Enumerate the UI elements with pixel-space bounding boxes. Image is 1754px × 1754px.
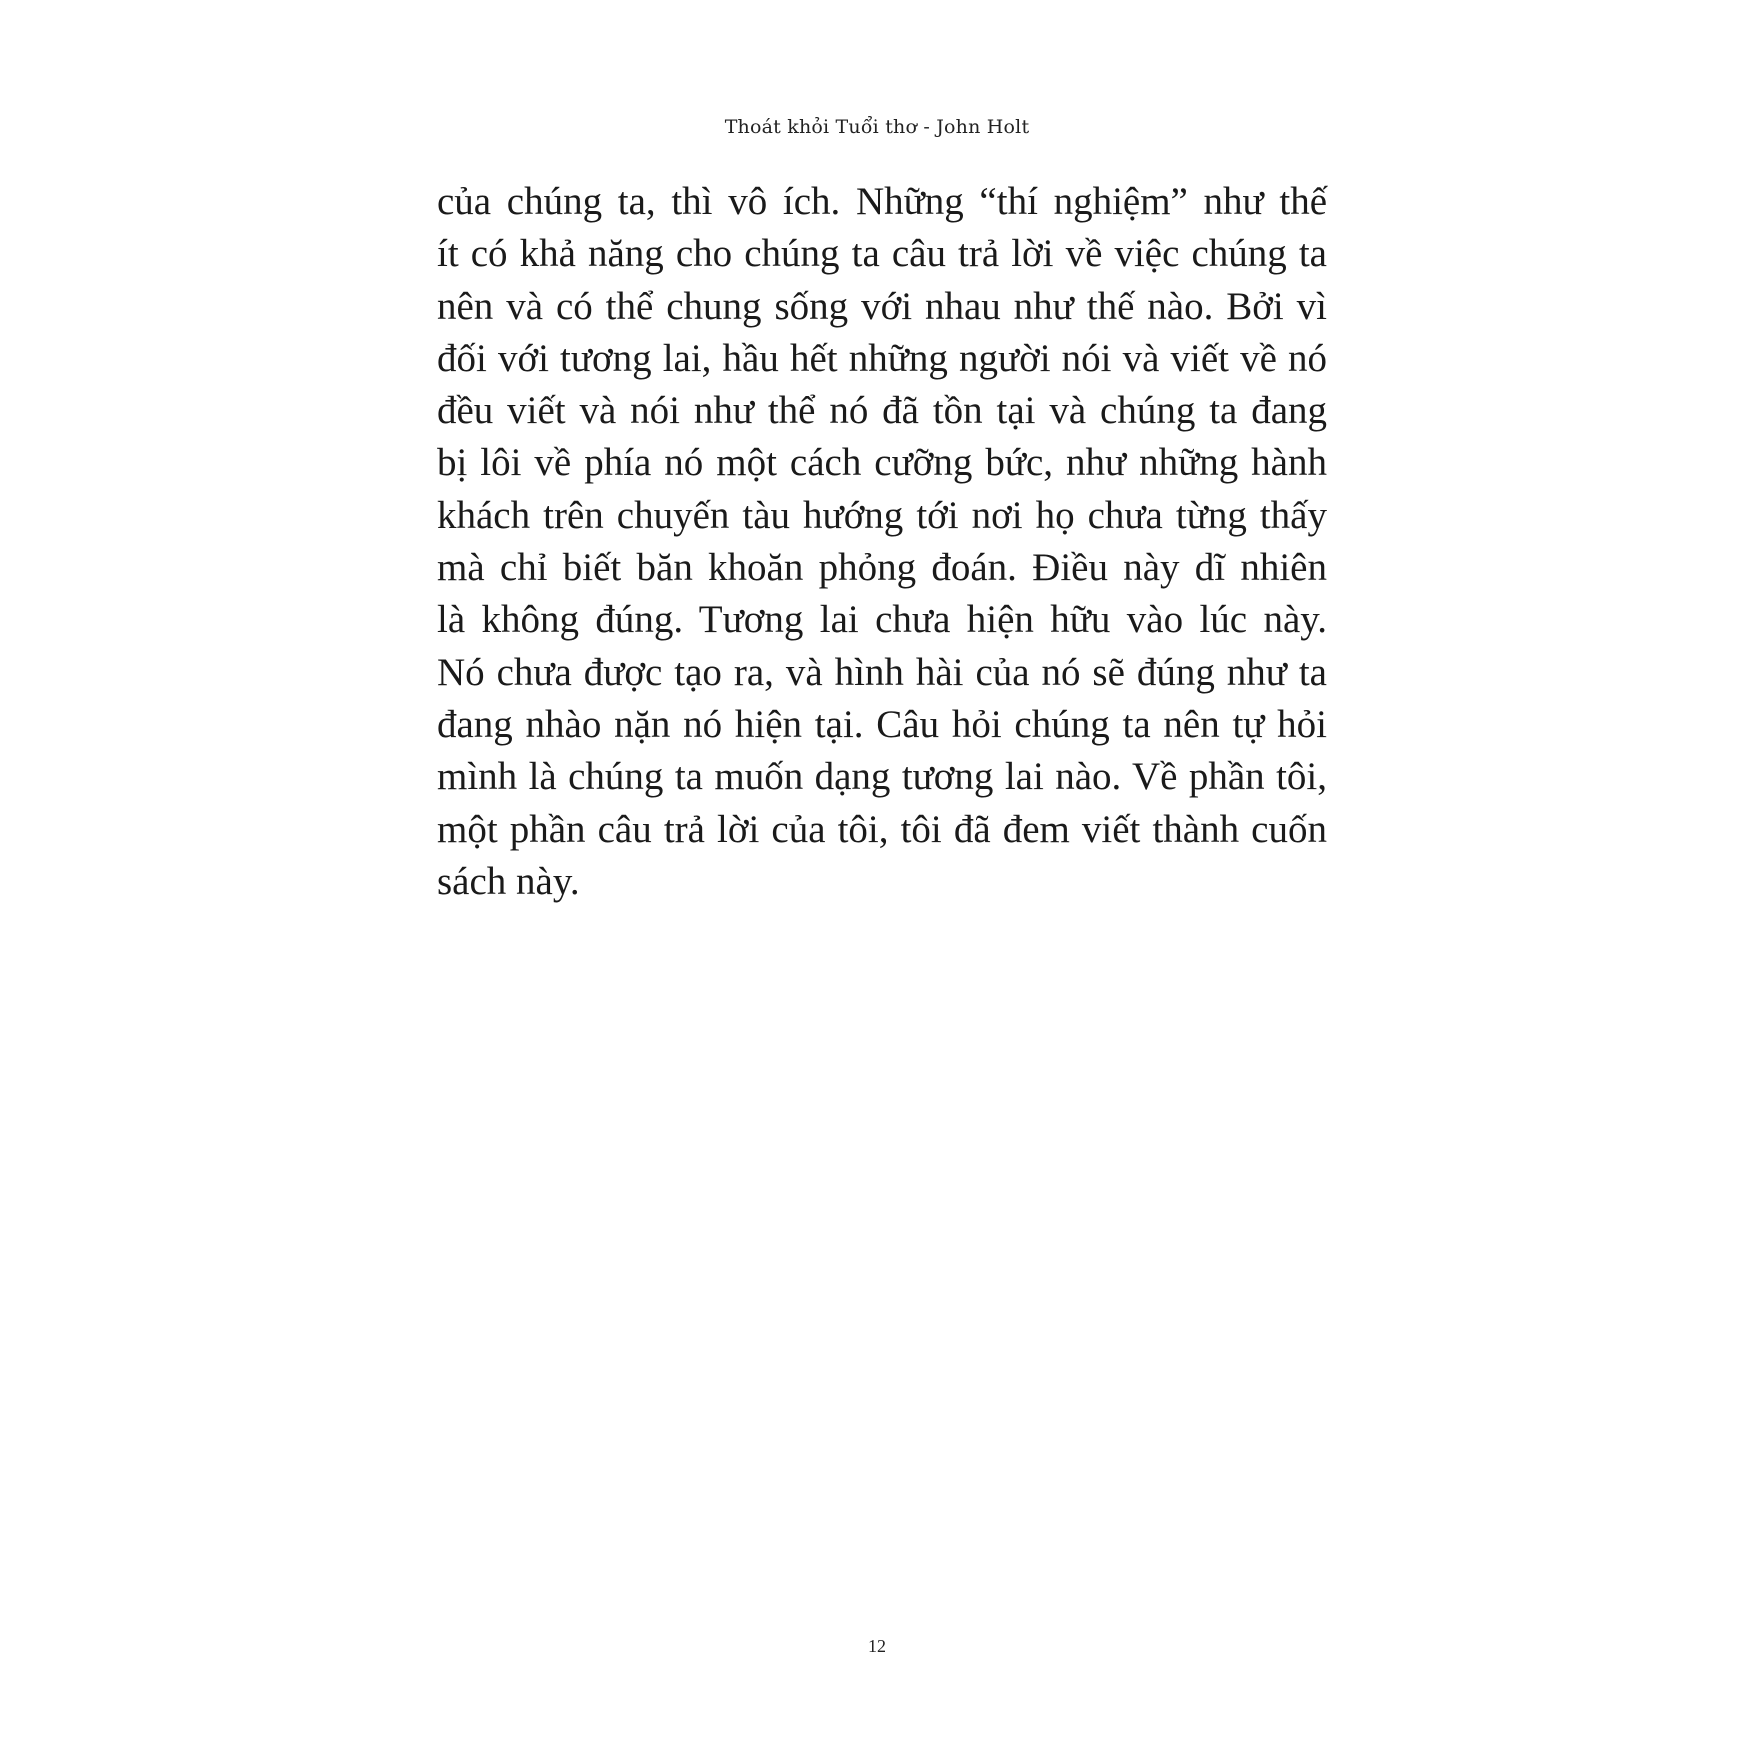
text-line: đều viết và nói như thể nó đã tồn tại và chúng ta đang — [437, 389, 1327, 433]
text-line: nên và có thể chung sống với nhau như thế nào. Bởi vì — [437, 284, 1327, 328]
text-line: một phần câu trả lời của tôi, tôi đã đem viết thành cuốn — [437, 807, 1327, 851]
page-number: 12 — [868, 1636, 886, 1656]
running-header: Thoát khỏi Tuổi thơ - John Holt — [724, 116, 1030, 138]
text-line: mình là chúng ta muốn dạng tương lai nào. Về phần tôi, — [437, 755, 1327, 799]
text-line: khách trên chuyến tàu hướng tới nơi họ chưa từng thấy — [437, 493, 1327, 537]
text-line: của chúng ta, thì vô ích. Những “thí nghiệm” như thế — [437, 180, 1327, 223]
text-line: đối với tương lai, hầu hết những người nói và viết về nó — [437, 336, 1327, 380]
text-line: mà chỉ biết băn khoăn phỏng đoán. Điều này dĩ nhiên — [437, 546, 1327, 590]
text-line: bị lôi về phía nó một cách cưỡng bức, như những hành — [437, 441, 1327, 485]
text-line: Nó chưa được tạo ra, và hình hài của nó sẽ đúng như ta — [437, 650, 1327, 694]
body-paragraph — [437, 176, 1327, 908]
text-line: là không đúng. Tương lai chưa hiện hữu vào lúc này. — [437, 598, 1327, 642]
text-line: sách này. — [437, 859, 580, 903]
text-line: đang nhào nặn nó hiện tại. Câu hỏi chúng ta nên tự hỏi — [437, 702, 1327, 746]
text-line: ít có khả năng cho chúng ta câu trả lời về việc chúng ta — [437, 232, 1327, 276]
